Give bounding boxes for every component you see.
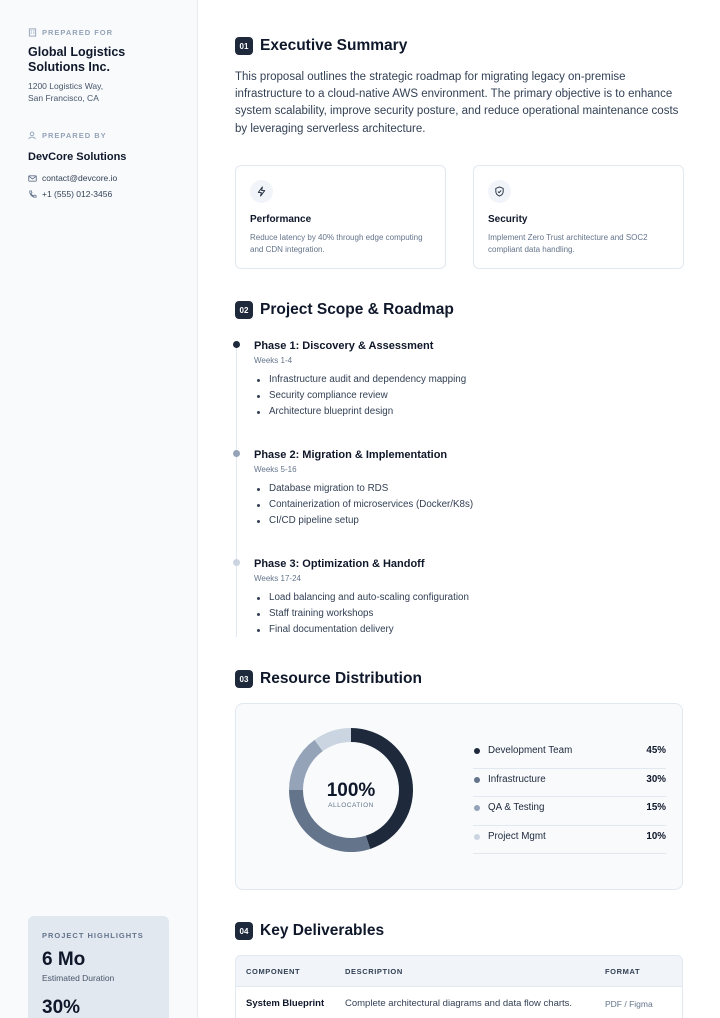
list-item: Security compliance review — [257, 388, 466, 404]
timeline-line — [236, 345, 237, 637]
security-card — [473, 165, 684, 269]
legend-swatch — [474, 834, 480, 840]
user-icon — [28, 131, 37, 140]
project-highlights-card — [28, 916, 169, 1018]
phase-weeks: Weeks 1-4 — [254, 356, 293, 365]
phase-title: Phase 1: Discovery & Assessment — [254, 340, 434, 352]
table-cell: Complete architectural diagrams and data flow charts. — [345, 998, 573, 1009]
email-row[interactable] — [28, 173, 117, 183]
table-cell: PDF / Figma — [605, 999, 653, 1009]
card-title: Performance — [250, 214, 312, 225]
resource-distribution-panel — [235, 703, 683, 890]
section-number: 03 — [235, 670, 253, 688]
section-number: 02 — [235, 301, 253, 319]
vendor-name: DevCore Solutions — [28, 151, 127, 163]
section-title-roadmap: Project Scope & Roadmap — [260, 301, 454, 318]
legend-value: 10% — [646, 830, 666, 842]
phone-link[interactable]: +1 (555) 012-3456 — [42, 189, 113, 199]
prepared-for-text: PREPARED FOR — [42, 28, 114, 37]
legend-label: Development Team — [488, 745, 573, 756]
legend-label: Project Mgmt — [488, 830, 546, 842]
column-header: DESCRIPTION — [345, 967, 403, 976]
legend-label: QA & Testing — [488, 802, 545, 813]
legend-label: Infrastructure — [488, 773, 546, 785]
list-item: Final documentation delivery — [257, 622, 469, 638]
phone-icon — [28, 190, 37, 199]
list-item: CI/CD pipeline setup — [257, 513, 473, 529]
legend-value: 30% — [646, 773, 666, 785]
chart-legend — [473, 740, 666, 854]
section-title-executive-summary: Executive Summary — [260, 37, 408, 54]
legend-row — [473, 769, 666, 798]
card-title: Security — [488, 214, 528, 225]
phase-task-list — [257, 372, 466, 421]
timeline-dot — [233, 450, 240, 457]
section-number: 01 — [235, 37, 253, 55]
sidebar — [0, 0, 198, 1018]
legend-swatch — [474, 805, 480, 811]
phase-weeks: Weeks 17-24 — [254, 574, 301, 583]
client-name: Global Logistics Solutions Inc. — [28, 45, 126, 74]
duration-label: Estimated Duration — [42, 973, 115, 983]
section-title-deliverables: Key Deliverables — [260, 922, 385, 939]
list-item: Containerization of microservices (Docker/K8s) — [257, 497, 473, 513]
email-link[interactable]: contact@devcore.io — [42, 173, 118, 183]
mail-icon — [28, 174, 37, 183]
list-item: Infrastructure audit and dependency mapping — [257, 372, 466, 388]
phone-row[interactable] — [28, 189, 112, 199]
donut-total: 100% — [326, 780, 376, 801]
phase-task-list — [257, 481, 473, 530]
section-title-resources: Resource Distribution — [260, 670, 422, 687]
prepared-by-label — [28, 131, 107, 140]
summary-paragraph: This proposal outlines the strategic roadmap for migrating legacy on-premise infrastructure to a cloud-native AWS environment. The primary objective is to enhance system scalability, improve security posture, and reduce operational maintenance costs by leveraging serverless architecture. — [235, 71, 679, 135]
client-address — [28, 80, 103, 104]
legend-swatch — [474, 777, 480, 783]
client-address-line: 1200 Logistics Way, — [28, 81, 104, 91]
duration-value: 6 Mo — [42, 949, 86, 970]
list-item: Architecture blueprint design — [257, 404, 466, 420]
column-header: FORMAT — [605, 967, 641, 976]
phase-weeks: Weeks 5-16 — [254, 465, 297, 474]
legend-value: 15% — [646, 802, 666, 813]
phase-title: Phase 2: Migration & Implementation — [254, 449, 448, 461]
section-number: 04 — [235, 922, 253, 940]
table-header — [236, 956, 683, 987]
performance-card — [235, 165, 446, 269]
legend-row — [473, 826, 666, 855]
card-description: Implement Zero Trust architecture and SOC2 compliant data handling. — [488, 233, 648, 254]
prepared-for-label — [28, 28, 113, 37]
phase-task-list — [257, 590, 469, 639]
phase-title: Phase 3: Optimization & Handoff — [254, 558, 425, 570]
list-item: Load balancing and auto-scaling configuration — [257, 590, 469, 606]
donut-caption: ALLOCATION — [328, 802, 374, 809]
shield-icon — [488, 180, 511, 203]
highlight-second-value: 30% — [42, 997, 81, 1018]
highlights-title: PROJECT HIGHLIGHTS — [42, 931, 144, 940]
lightning-icon — [250, 180, 273, 203]
legend-row — [473, 797, 666, 826]
legend-row — [473, 740, 666, 769]
list-item: Staff training workshops — [257, 606, 469, 622]
donut-center-label — [288, 781, 414, 809]
table-cell: System Blueprint — [246, 998, 325, 1009]
client-address-line: San Francisco, CA — [28, 93, 99, 103]
prepared-by-text: PREPARED BY — [42, 131, 107, 140]
deliverables-table — [235, 955, 683, 1018]
column-header: COMPONENT — [246, 967, 301, 976]
timeline-dot — [233, 341, 240, 348]
building-icon — [28, 28, 37, 37]
legend-value: 45% — [646, 745, 666, 756]
card-description: Reduce latency by 40% through edge computing and CDN integration. — [250, 233, 423, 254]
legend-swatch — [474, 748, 480, 754]
timeline-dot — [233, 559, 240, 566]
list-item: Database migration to RDS — [257, 481, 473, 497]
